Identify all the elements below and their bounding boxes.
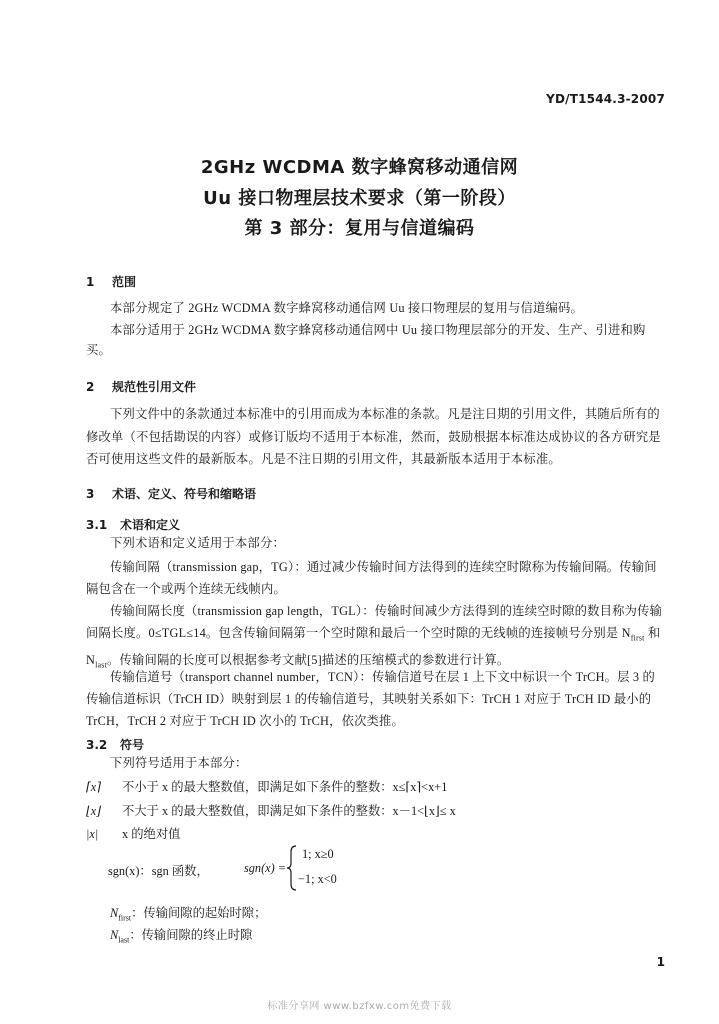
- subsection-title: 符号: [120, 738, 145, 752]
- symbol-n-last: $N_{last}$：传输间隙的终止时隙: [110, 928, 253, 945]
- section-title: 范围: [112, 275, 137, 289]
- section-2-paragraph: 下列文件中的条款通过本标准中的引用而成为本标准的条款。凡是注日期的引用文件，其随后所有的修改单（不包括勘误的内容）或修订版均不适用于本标准，然而，鼓励根据本标准达成协议的各方研究是否可使用这些文件的最新版本。凡是不注日期的引用文件，其最新版本适用于本标准。: [86, 407, 661, 466]
- absolute-description: x 的绝对值: [122, 827, 181, 841]
- definition-transmission-gap-length: 传输间隔长度（transmission gap length，TGL）：传输时间减少方法得到的连续空时隙的数目称为传输间隔长度。0≤TGL≤14。包含传输间隔第一个空时隙和最后一个空时隙的无线帧的连接帧号分别是 $N_{first}$ 和 $N_{last}$。传输间隔的长度可以根据参考文献[5]描述的压缩模式的参数进行计算。: [86, 604, 663, 670]
- footer-watermark: 标准分享网 www.bzfxw.com免费下载: [267, 1001, 452, 1012]
- subsection-3-2-heading: [86, 736, 144, 753]
- section-1-paragraph-2: 本部分适用于 2GHz WCDMA 数字蜂窝移动通信网中 Uu 接口物理层部分的开发、生产、引进和购买。: [86, 323, 646, 357]
- subsection-3-2-intro: 下列符号适用于本部分：: [110, 756, 248, 770]
- sgn-label: sgn(x)：sgn 函数，: [108, 864, 209, 878]
- floor-description: 不大于 x 的最大整数值，即满足如下条件的整数：x－1<⌊x⌋≤ x: [122, 804, 456, 818]
- left-brace-icon: [286, 844, 298, 892]
- symbol-floor: [86, 801, 456, 819]
- sgn-case-positive: 1; x≥0: [302, 847, 334, 861]
- sgn-case-negative: −1; x<0: [298, 872, 337, 886]
- page-number: 1: [656, 955, 665, 969]
- symbol-n-first: $N_{first}$：传输间隙的起始时隙；: [110, 906, 267, 923]
- title-line-2: Uu 接口物理层技术要求（第一阶段）: [203, 188, 516, 209]
- ceiling-symbol: ⌈x⌉: [86, 780, 102, 794]
- section-title: 术语、定义、符号和缩略语: [112, 487, 257, 501]
- section-number: 1: [86, 275, 95, 289]
- floor-symbol: ⌊x⌋: [86, 804, 102, 818]
- subsection-title: 术语和定义: [120, 518, 181, 532]
- section-title: 规范性引用文件: [112, 380, 197, 394]
- subsection-3-1-heading: [86, 516, 180, 533]
- subsection-number: 3.2: [86, 738, 108, 752]
- n-first-description: ：传输间隙的起始时隙；: [131, 906, 267, 920]
- definition-transmission-gap: 传输间隔（transmission gap，TG）：通过减少传输时间方法得到的连续空时隙称为传输间隔。传输间隔包含在一个或两个连续无线帧内。: [86, 560, 657, 596]
- sgn-definition: [86, 844, 606, 894]
- symbol-ceiling: [86, 777, 447, 795]
- section-2-heading: [86, 378, 196, 395]
- section-1-paragraph-1: 本部分规定了 2GHz WCDMA 数字蜂窝移动通信网 Uu 接口物理层的复用与信道编码。: [110, 301, 583, 315]
- sgn-lhs: sgn(x) =: [244, 861, 287, 875]
- n-last-description: ：传输间隙的终止时隙: [129, 928, 253, 942]
- section-1-heading: [86, 273, 136, 290]
- title-line-1: 2GHz WCDMA 数字蜂窝移动通信网: [200, 157, 519, 178]
- section-number: 2: [86, 380, 95, 394]
- title-line-3: 第 3 部分：复用与信道编码: [244, 218, 475, 239]
- subsection-3-1-intro: 下列术语和定义适用于本部分：: [110, 536, 285, 550]
- standard-number: YD/T1544.3-2007: [546, 92, 665, 106]
- subsection-number: 3.1: [86, 518, 108, 532]
- definition-transport-channel-number: 传输信道号（transport channel number，TCN）：传输信道号在层 1 上下文中标识一个 TrCH。层 3 的传输信道标识（TrCH ID）映射到层 1 的传输信道号，其映射关系如下：TrCH 1 对应于 TrCH ID 最小的 TrCH，TrCH 2 对应于 TrCH ID 次小的 TrCH，依次类推。: [86, 670, 656, 728]
- ceiling-description: 不小于 x 的最大整数值，即满足如下条件的整数：x≤⌈x⌉<x+1: [122, 780, 448, 794]
- symbol-absolute: [86, 824, 180, 842]
- section-3-heading: [86, 485, 256, 502]
- absolute-symbol: |x|: [86, 827, 99, 841]
- section-number: 3: [86, 487, 95, 501]
